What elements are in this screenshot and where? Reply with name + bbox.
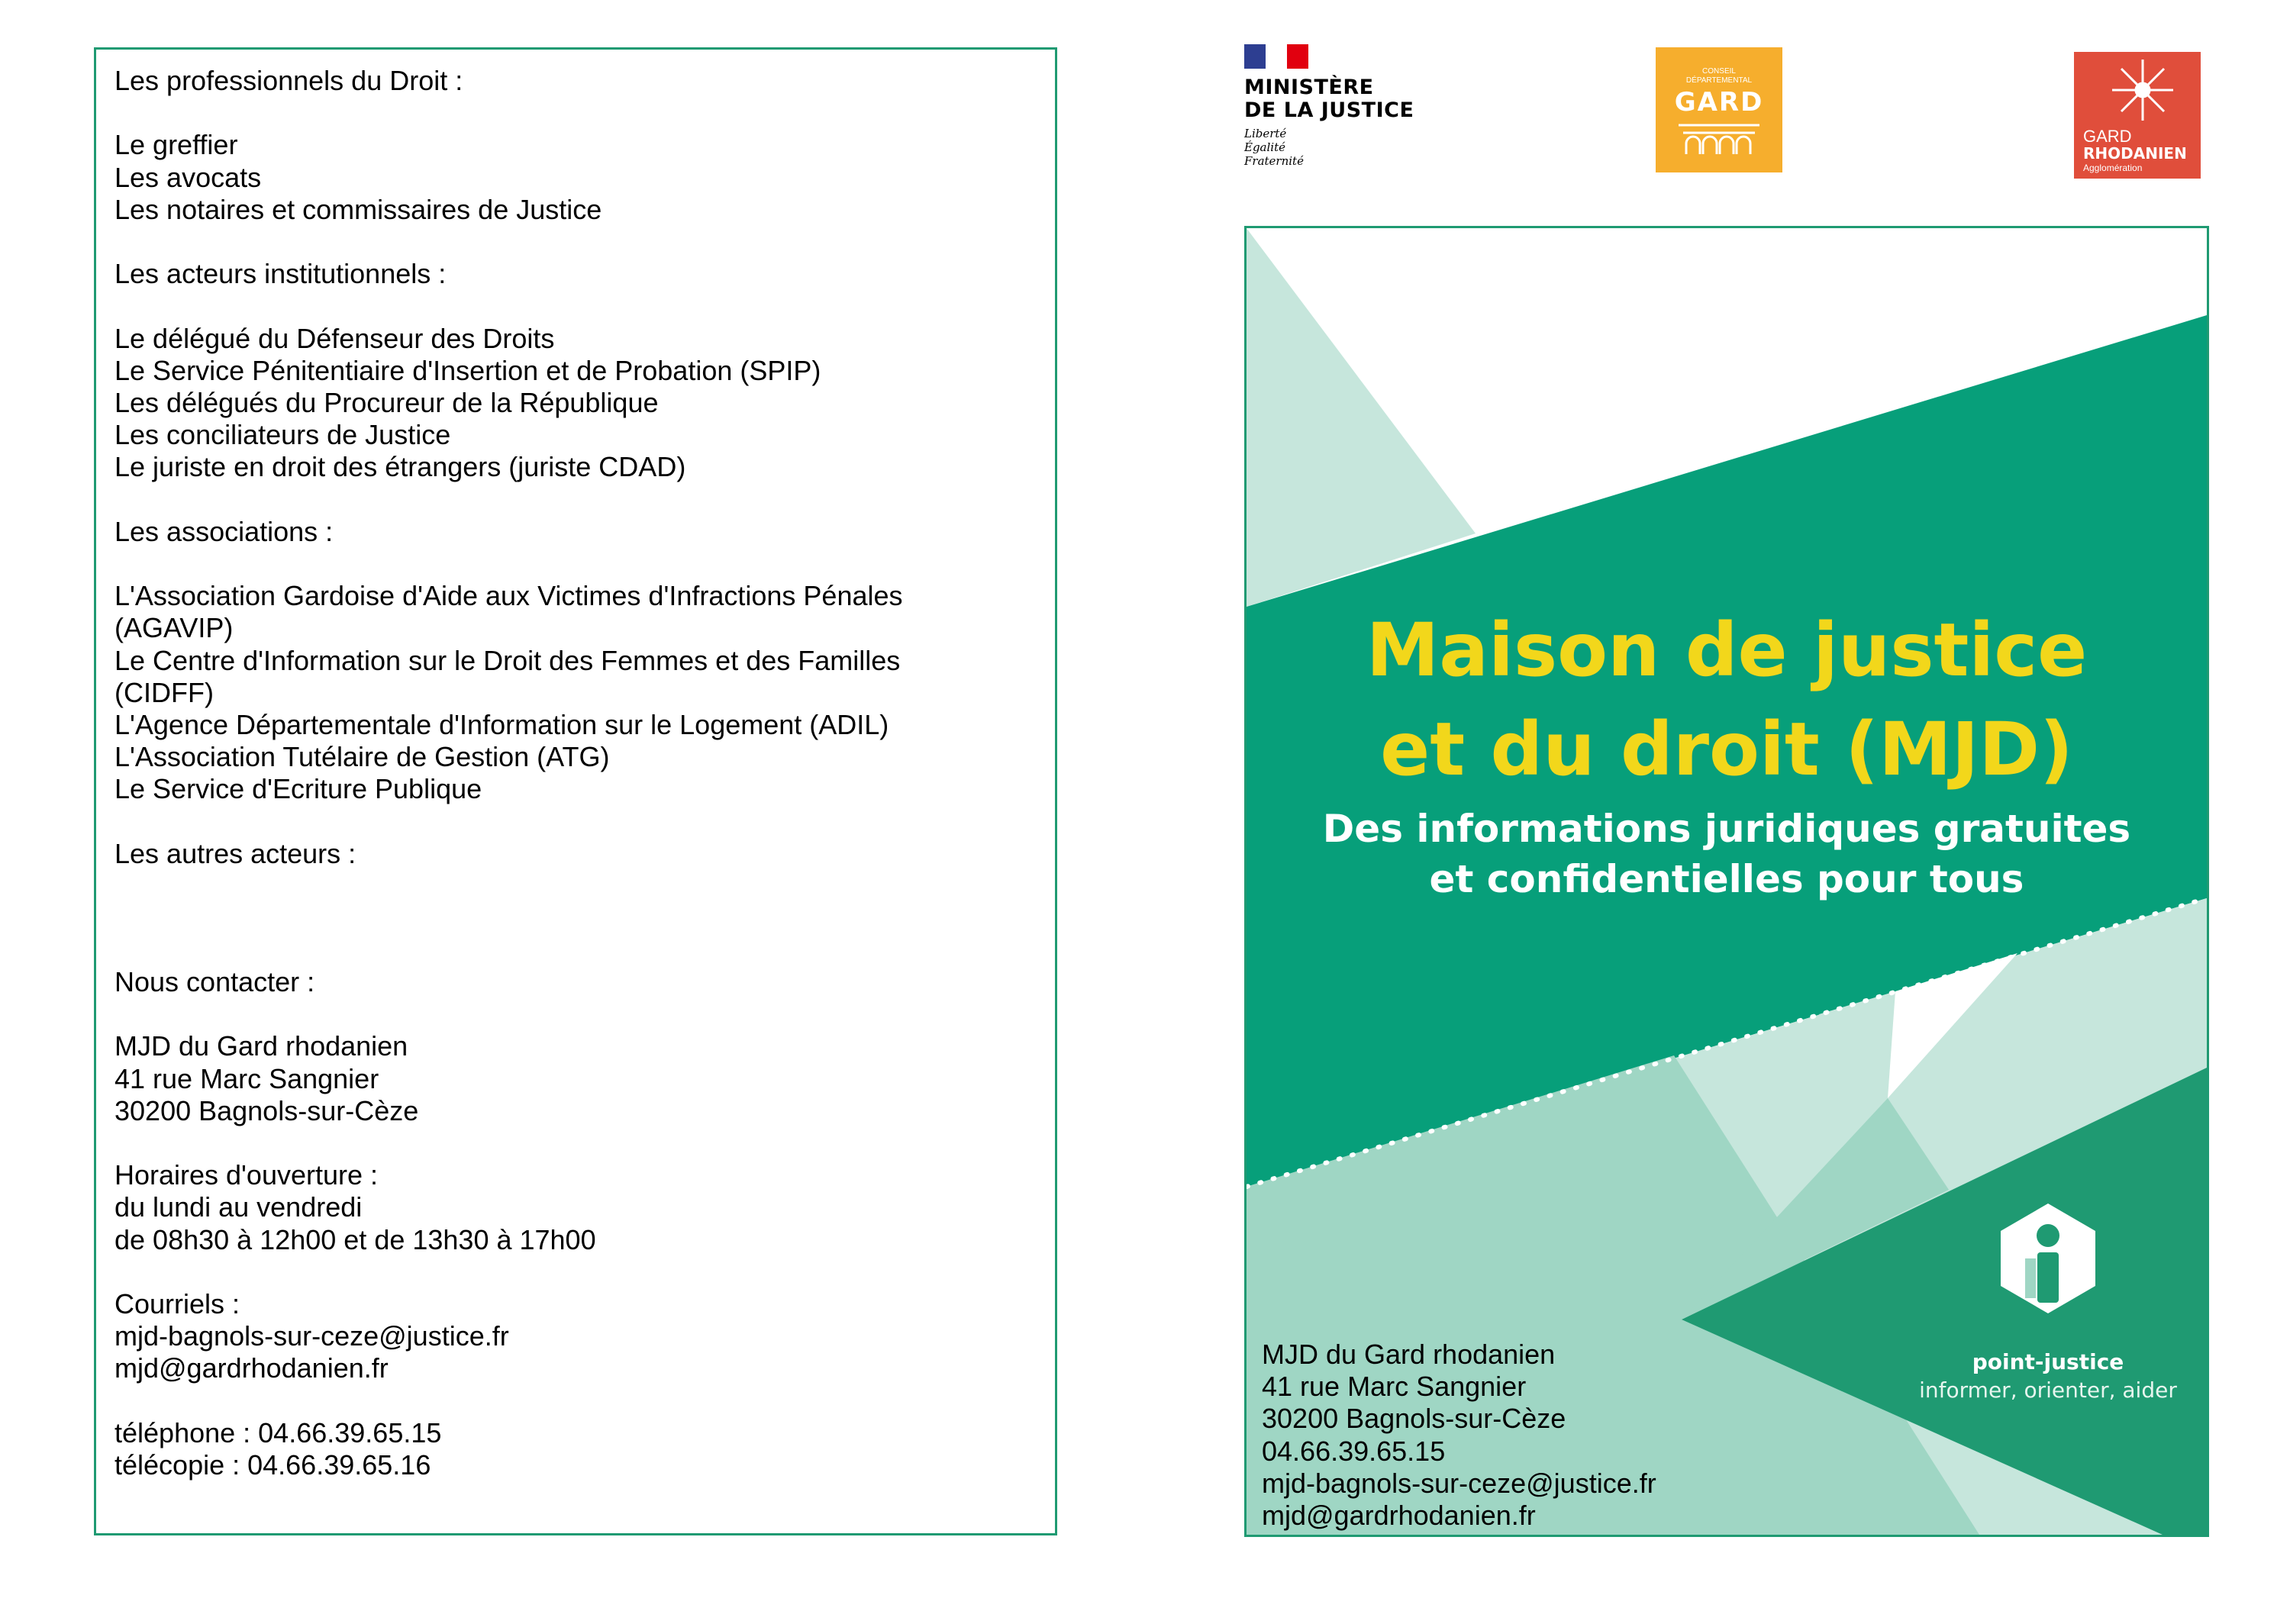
cover-contact-line: 04.66.39.65.15	[1262, 1435, 1446, 1467]
line-spacer	[114, 1256, 1040, 1288]
conseil-departemental-gard-logo	[1656, 47, 1782, 172]
cover-contact-line: 41 rue Marc Sangnier	[1262, 1371, 1527, 1403]
back-panel-line: (AGAVIP)	[114, 612, 234, 644]
cover-contact-line: 30200 Bagnols-sur-Cèze	[1262, 1403, 1566, 1435]
back-panel-line: 41 rue Marc Sangnier	[114, 1062, 379, 1094]
back-panel-line: Le Service Pénitentiaire d'Insertion et de Probation (SPIP)	[114, 354, 821, 386]
gard-rhodanien-logo	[2074, 52, 2201, 179]
back-panel-line: (CIDFF)	[114, 676, 214, 708]
point-justice-icon	[1995, 1197, 2101, 1320]
republic-motto: Liberté Égalité Fraternité	[1244, 127, 1304, 168]
back-panel-line: L'Agence Départementale d'Information sur le Logement (ADIL)	[114, 708, 889, 740]
line-spacer	[114, 97, 1040, 129]
point-justice-name: point-justice	[1972, 1349, 2124, 1374]
back-panel-line: Les autres acteurs :	[114, 837, 356, 869]
back-panel-line[interactable]: mjd@gardrhodanien.fr	[114, 1352, 389, 1384]
rhodanien-line2: RHODANIEN	[2083, 144, 2187, 163]
back-panel-line: Nous contacter :	[114, 965, 315, 997]
back-panel-line: L'Association Gardoise d'Aide aux Victimes d'Infractions Pénales	[114, 580, 903, 612]
front-cover	[1244, 226, 2209, 1537]
line-spacer	[114, 548, 1040, 580]
line-spacer	[114, 290, 1040, 322]
ministere-justice-logo	[1244, 44, 1443, 189]
cover-contact-email[interactable]: mjd@gardrhodanien.fr	[1262, 1500, 1536, 1532]
back-panel	[94, 47, 1057, 1535]
back-panel-line: télécopie : 04.66.39.65.16	[114, 1448, 431, 1481]
back-panel-line: de 08h30 à 12h00 et de 13h30 à 17h00	[114, 1223, 596, 1255]
back-panel-line: Les notaires et commissaires de Justice	[114, 193, 602, 225]
back-panel-line: Courriels :	[114, 1287, 240, 1320]
line-spacer	[114, 870, 1040, 966]
back-panel-line: Horaires d'ouverture :	[114, 1159, 379, 1191]
line-spacer	[114, 226, 1040, 258]
line-spacer	[114, 1127, 1040, 1159]
cover-title: Maison de justice et du droit (MJD)	[1366, 607, 2088, 792]
back-panel-line: MJD du Gard rhodanien	[114, 1030, 408, 1062]
french-flag-icon	[1244, 44, 1308, 69]
back-panel-text	[114, 65, 1040, 1481]
point-justice-tagline: informer, orienter, aider	[1919, 1378, 2177, 1403]
cover-contact-block	[1262, 1339, 1656, 1532]
back-panel-line: du lundi au vendredi	[114, 1191, 363, 1223]
back-panel-line: téléphone : 04.66.39.65.15	[114, 1416, 442, 1448]
rhodanien-emblem-icon	[2074, 52, 2201, 128]
cover-subtitle: Des informations juridiques gratuites et confidentielles pour tous	[1322, 807, 2131, 901]
back-panel-line: Le délégué du Défenseur des Droits	[114, 322, 555, 354]
back-panel-line: 30200 Bagnols-sur-Cèze	[114, 1094, 419, 1126]
back-panel-line: Les acteurs institutionnels :	[114, 258, 447, 290]
point-justice-logo	[1903, 1197, 2193, 1403]
gard-logo-name: GARD	[1674, 87, 1764, 118]
back-panel-line: Les conciliateurs de Justice	[114, 419, 451, 451]
pont-du-gard-icon	[1656, 118, 1782, 163]
line-spacer	[114, 806, 1040, 838]
gard-logo-subtitle: CONSEIL DÉPARTEMENTAL	[1685, 67, 1753, 85]
line-spacer	[114, 1385, 1040, 1417]
line-spacer	[114, 484, 1040, 516]
line-spacer	[114, 998, 1040, 1030]
rhodanien-line1: GARD	[2083, 127, 2132, 146]
back-panel-line: Le greffier	[114, 129, 238, 161]
back-panel-line: Les délégués du Procureur de la République	[114, 386, 659, 418]
back-panel-line: Le Service d'Ecriture Publique	[114, 773, 482, 805]
back-panel-line: Le juriste en droit des étrangers (juriste CDAD)	[114, 451, 686, 483]
back-panel-line: L'Association Tutélaire de Gestion (ATG)	[114, 741, 610, 773]
cover-contact-email[interactable]: mjd-bagnols-sur-ceze@justice.fr	[1262, 1467, 1656, 1499]
back-panel-line: Le Centre d'Information sur le Droit des Femmes et des Familles	[114, 644, 901, 676]
rhodanien-line3: Agglomération	[2083, 163, 2143, 173]
back-panel-line: Les associations :	[114, 515, 334, 547]
back-panel-line[interactable]: mjd-bagnols-sur-ceze@justice.fr	[114, 1320, 509, 1352]
back-panel-line: Les avocats	[114, 161, 262, 193]
ministere-name: MINISTÈRE DE LA JUSTICE	[1244, 76, 1414, 122]
cover-contact-line: MJD du Gard rhodanien	[1262, 1339, 1556, 1370]
back-panel-line: Les professionnels du Droit :	[114, 65, 463, 96]
